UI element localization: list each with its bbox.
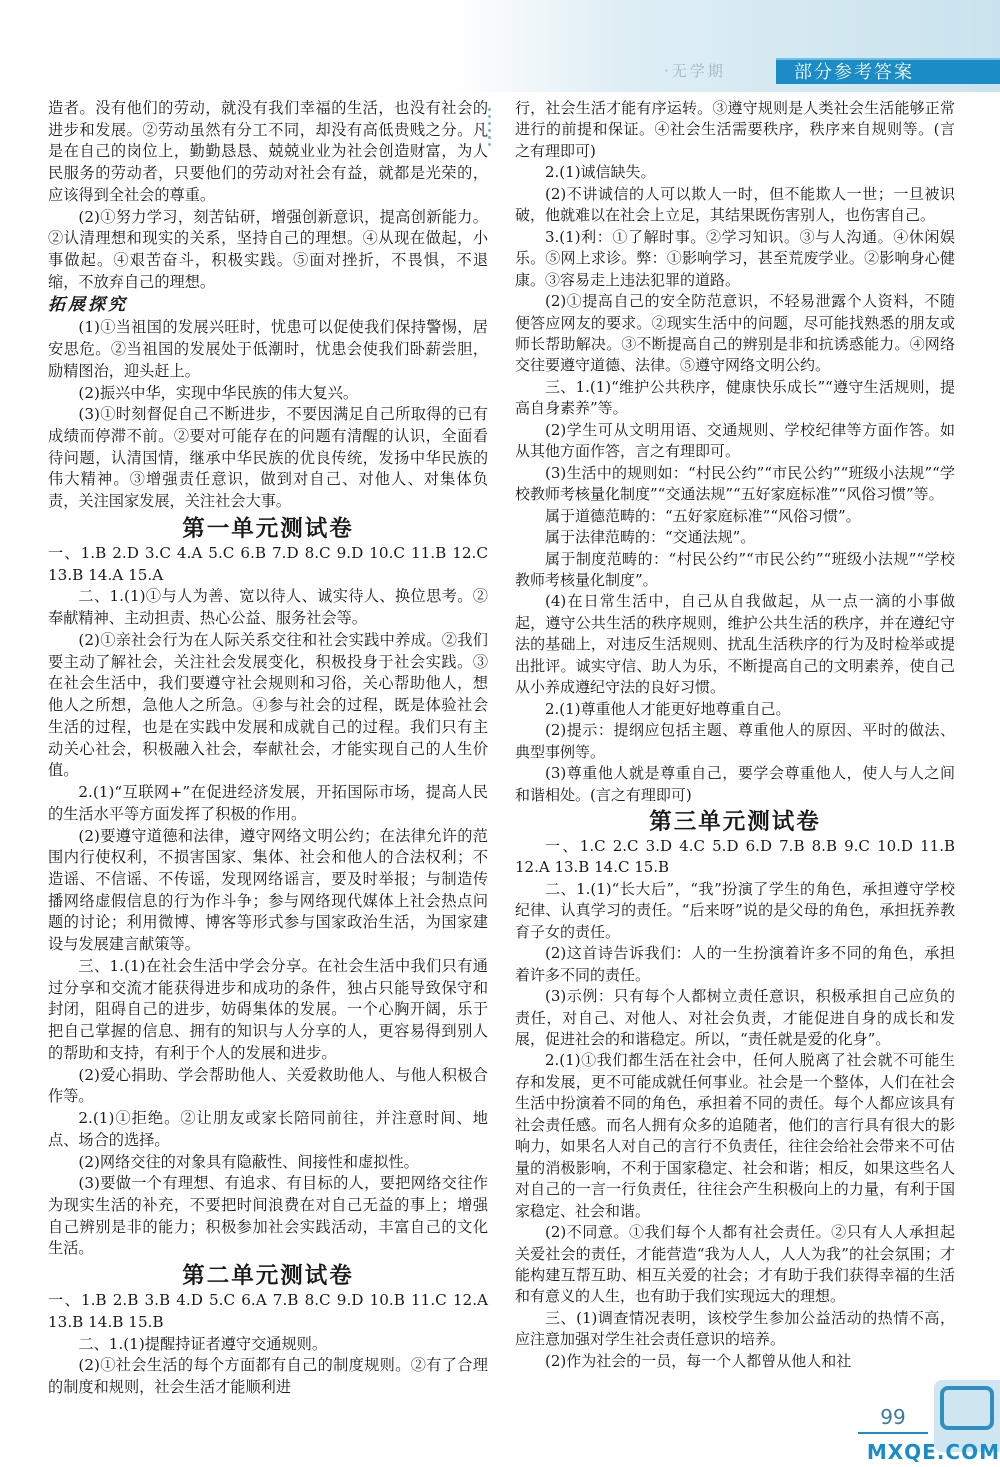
answer-paragraph: (2)网络交往的对象具有隐蔽性、间接性和虚拟性。 [78, 1152, 419, 1171]
watermark-text: MXQE.COM [866, 1440, 1000, 1464]
answer-paragraph: (3)示例：只有每个人都树立责任意识，积极承担自己应负的责任，对自己、对他人、对社会负责，才能促进自身的成长和发展，促进社会的和谐稳定。所以，“责任就是爱的化身”。 [515, 987, 955, 1049]
answer-paragraph: 三、(1)调查情况表明，该校学生参加公益活动的热情不高，应注意加强对学生社会责任意识的培养。 [515, 1308, 955, 1349]
answer-paragraph: (2)①提高自己的安全防范意识，不轻易泄露个人资料，不随便答应网友的要求。②现实生活中的问题，尽可能找熟悉的朋友或师长帮助解决。③不断提高自己的辨别是非和抗诱惑能力。④网络交往要遵守道德、法律。⑤遵守网络文明公约。 [515, 292, 955, 375]
answer-paragraph: (2)①努力学习，刻苦钻研，增强创新意识，提高创新能力。②认清理想和现实的关系，坚持自己的理想。④从现在做起，小事做起。④艰苦奋斗，积极实践。⑤面对挫折，不畏惧，不退缩，不放弃自己的理想。 [48, 207, 488, 291]
answer-paragraph: (2)提示：提纲应包括主题、尊重他人的原因、平时的做法、典型事例等。 [515, 721, 955, 761]
answer-paragraph: 2.(1)①拒绝。②让朋友或家长陪同前往，并注意时间、地点、场合的选择。 [48, 1109, 488, 1149]
answer-paragraph: (2)不同意。①我们每个人都有社会责任。②只有人人承担起关爱社会的责任，才能营造“我为人人，人人为我”的社会氛围；才能构建互帮互助、相互关爱的社会；才有助于我们获得幸福的生活和有意义的人生，也有助于我们实现远大的理想。 [515, 1223, 955, 1306]
answer-paragraph: (2)振兴中华，实现中华民族的伟大复兴。 [78, 383, 359, 402]
answer-paragraph: 2.(1)尊重他人才能更好地尊重自己。 [545, 699, 791, 718]
answer-paragraph: (2)学生可从文明用语、交通规则、学校纪律等方面作答。如从其他方面作答，言之有理即可。 [515, 420, 955, 461]
watermark-icon [940, 1386, 994, 1430]
answer-paragraph: (4)在日常生活中，自己从自我做起，从一点一滴的小事做起，遵守公共生活的秩序规则，维护公共生活的秩序，并在遵纪守法的基础上，对违反生活规则、扰乱生活秩序的行为及时检举或提出批评。诚实守信、助人为乐，不断提高自己的文明素养，使自己从小养成遵纪守法的良好习惯。 [515, 592, 955, 697]
answer-paragraph: (3)①时刻督促自己不断进步，不要因满足自己所取得的已有成绩而停滞不前。②要对可能存在的问题有清醒的认识，全面看待问题，认清国情，继承中华民族的优良传统，发扬中华民族的伟大精神。③增强责任意识，做到对自己、对他人、对集体负责，关注国家发展，关注社会大事。 [48, 405, 488, 511]
answer-paragraph: (3)尊重他人就是尊重自己，要学会尊重他人，使人与人之间和谐相处。(言之有理即可) [515, 764, 955, 804]
test-title: 第一单元测试卷 [182, 515, 354, 542]
answer-paragraph: (2)要遵守道德和法律，遵守网络文明公约；在法律允许的范围内行使权利，不损害国家、集体、社会和他人的合法权利；不造谣、不信谣、不传谣，发现网络谣言，要及时举报；与制造传播网络虚假信息的行为作斗争；参与网络现代媒体上社会热点问题的讨论；利用微博、博客等形式参与国家政治生活，为国家建设与发展建言献策等。 [48, 826, 488, 954]
answer-paragraph: 二、1.(1)“长大后”，“我”扮演了学生的角色，承担遵守学校纪律、认真学习的责任。“后来呀”说的是父母的角色，承担抚养教育子女的责任。 [515, 879, 955, 941]
answer-paragraph: 二、1.(1)①与人为善、宽以待人、诚实待人、换位思考。②奉献精神、主动担责、热心公益、服务社会等。 [48, 587, 488, 628]
answer-paragraph: 一、1.C 2.C 3.D 4.C 5.D 6.D 7.B 8.B 9.C 10.D 11.B 12.A 13.B 14.C 15.B [515, 836, 955, 877]
answer-paragraph: (3)生活中的规则如：“村民公约”“市民公约”“班级小法规”“学校教师考核量化制度”“交通法规”“五好家庭标准”“风俗习惯”等。 [515, 463, 955, 504]
section-label: 部分参考答案 [794, 62, 914, 83]
section-label-tab [776, 58, 1000, 84]
answer-paragraph: 2.(1)“互联网+”在促进经济发展，开拓国际市场，提高人民的生活水平等方面发挥了积极的作用。 [48, 783, 488, 823]
answer-text: 造者。没有他们的劳动，就没有我们幸福的生活，也没有社会的进步和发展。②劳动虽然有分工不同，却没有高低贵贱之分。凡是在自己的岗位上，勤勤恳恳、兢兢业业为社会创造财富，为人民服务的劳动者，只要他们的劳动对社会有益，就都是光荣的，应该得到全社会的尊重。 [48, 99, 488, 204]
answer-text: 一、1.B 2.B 3.B 4.D 5.C 6.A 7.B 8.C 9.D 10.B 11.C 12.A 13.B 14.B 15.B [48, 1291, 488, 1331]
answer-paragraph: (2)①亲社会行为在人际关系交往和社会实践中养成。②我们要主动了解社会，关注社会发展变化，积极投身于社会实践。③在社会生活中，我们要遵守社会规则和习俗，关心帮助他人，想他人之所想，急他人之所急。④参与社会的过程，既是体验社会生活的过程，也是在实践中发展和成就自己的过程。我们只有主动关心社会，积极融入社会，奉献社会，才能实现自己的人生价值。 [48, 630, 488, 780]
left-column [48, 98, 488, 1399]
answer-paragraph: 2.(1)①我们都生活在社会中，任何人脱离了社会就不可能生存和发展，更不可能成就任何事业。社会是一个整体，人们在社会生活中扮演着不同的角色，承担着不同的责任。每个人都应该具有社会责任感。而名人拥有众多的追随者，他们的言行具有很大的影响力，如果名人对自己的言行不负责任，往往会给社会带来不可估量的消极影响，不利于国家稳定、社会和谐；相反，如果这些名人对自己的一言一行负责任，往往会产生积极向上的力量，有利于国家稳定、社会和谐。 [515, 1051, 955, 1220]
answer-text: 行，社会生活才能有序运转。③遵守规则是人类社会生活能够正常进行的前提和保证。④社会生活需要秩序，秩序来自规则等。(言之有理即可) [515, 99, 955, 160]
answer-paragraph: (2)不讲诚信的人可以欺人一时，但不能欺人一世；一旦被识破，他就难以在社会上立足，其结果既伤害别人，也伤害自己。 [515, 184, 955, 225]
test-title: 第二单元测试卷 [182, 1263, 354, 1290]
answer-paragraph: 三、1.(1)“维护公共秩序，健康快乐成长”“遵守生活规则，提高自身素养”等。 [515, 377, 955, 418]
answer-paragraph: (2)爱心捐助、学会帮助他人、关爱救助他人、与他人积极合作等。 [48, 1065, 488, 1106]
answer-paragraph: (3)要做一个有理想、有追求、有目标的人，要把网络交往作为现实生活的补充，不要把时间浪费在对自己无益的事上；增强自己辨别是非的能力；积极参加社会实践活动，丰富自己的文化生活。 [48, 1174, 488, 1258]
subsection-heading: 拓展探究 [48, 294, 128, 315]
answer-paragraph: 3.(1)利：①了解时事。②学习知识。③与人沟通。④休闲娱乐。⑤网上求诊。弊：①影响学习，甚至荒废学业。②影响身心健康。③容易走上违法犯罪的道路。 [515, 227, 955, 289]
answer-paragraph: 2.(1)诚信缺失。 [545, 163, 656, 182]
answer-paragraph: 属于道德范畴的：“五好家庭标准”“风俗习惯”。 [545, 506, 861, 525]
header-decor-text: ·无学期 [664, 62, 726, 80]
answer-paragraph: (2)①社会生活的每个方面都有自己的制度规则。②有了合理的制度和规则，社会生活才能顺利进 [48, 1356, 488, 1397]
page-number: 99 [858, 1402, 928, 1434]
right-column [515, 98, 955, 1372]
test-title: 第三单元测试卷 [649, 808, 821, 835]
answer-paragraph: (1)①当祖国的发展兴旺时，忧患可以促使我们保持警惕，居安思危。②当祖国的发展处于低潮时，忧患会使我们卧薪尝胆，励精图治，迎头赶上。 [48, 318, 488, 380]
answer-paragraph: 三、1.(1)在社会生活中学会分享。在社会生活中我们只有通过分享和交流才能获得进步和成功的条件，独占只能导致保守和封闭，阻碍自己的进步，妨碍集体的发展。一个心胸开阔，乐于把自己掌握的信息、拥有的知识与人分享的人，更容易得到别人的帮助和支持，有利于个人的发展和进步。 [48, 956, 488, 1062]
answer-paragraph: 二、1.(1)提醒持证者遵守交通规则。 [78, 1334, 328, 1353]
answer-paragraph: 属于法律范畴的：“交通法规”。 [545, 528, 756, 547]
answer-paragraph: (2)这首诗告诉我们：人的一生扮演着许多不同的角色，承担着许多不同的责任。 [515, 944, 955, 984]
answer-text: 一、1.B 2.D 3.C 4.A 5.C 6.B 7.D 8.C 9.D 10.C 11.B 12.C 13.B 14.A 15.A [48, 543, 488, 584]
answer-paragraph: (2)作为社会的一员，每一个人都曾从他人和社 [545, 1351, 852, 1370]
answer-paragraph: 属于制度范畴的：“村民公约”“市民公约”“班级小法规”“学校教师考核量化制度”。 [515, 549, 955, 589]
